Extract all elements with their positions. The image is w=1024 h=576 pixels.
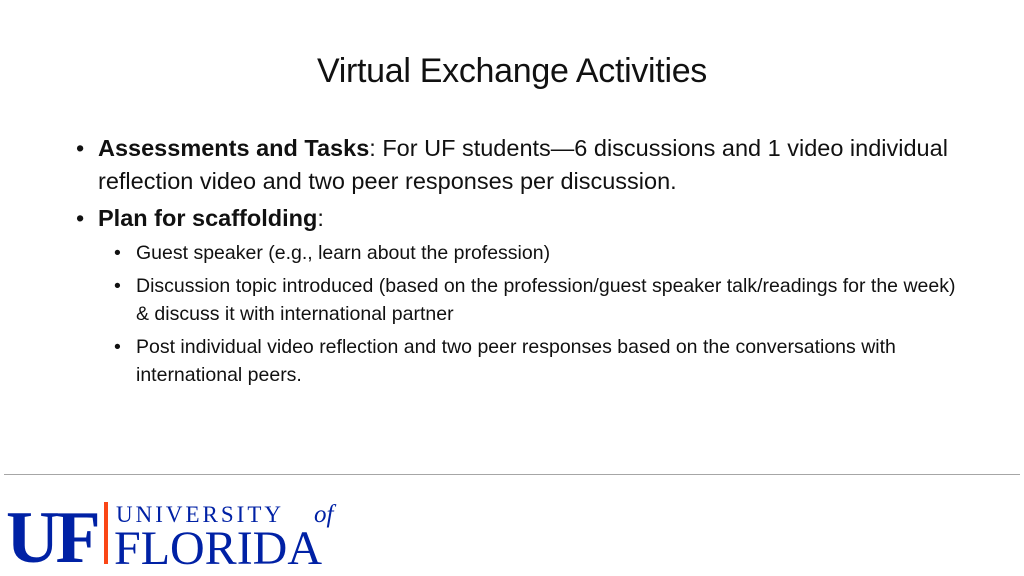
scaffolding-subbullets [76, 239, 956, 389]
university-of-florida-logo [6, 496, 366, 568]
bullet-scaffolding [76, 202, 956, 235]
slide-content [76, 132, 956, 394]
bullet-dot: • [114, 242, 121, 264]
bullet-dot: • [76, 135, 85, 161]
logo-orange-divider [104, 502, 108, 564]
bullet-assessments-text: : For UF students—6 discussions and 1 video individual reflection video and two peer responses per discussion. [98, 135, 948, 194]
bullet-dot: • [114, 275, 121, 297]
bullet-assessments [76, 132, 956, 198]
bullet-scaffolding-bold: Plan for scaffolding [98, 205, 318, 231]
bullet-dot: • [114, 336, 121, 358]
logo-florida-text: FLORIDA [114, 522, 323, 568]
footer-divider [4, 474, 1020, 475]
slide-title: Virtual Exchange Activities [316, 52, 708, 90]
logo-university-text: UNIVERSITY [116, 502, 284, 527]
subbullet-post-reflection [76, 333, 956, 389]
logo-of-text: of [314, 501, 334, 528]
bullet-scaffolding-text: : [317, 205, 324, 231]
bullet-dot: • [76, 205, 85, 231]
subbullet-discussion-topic [76, 272, 956, 328]
logo-uf-text: UF [6, 497, 97, 568]
subbullet-text: Discussion topic introduced (based on the profession/guest speaker talk/readings for the week) & discuss it with international partner [136, 275, 956, 325]
subbullet-guest-speaker [76, 239, 956, 267]
subbullet-text: Guest speaker (e.g., learn about the profession) [136, 242, 551, 264]
subbullet-text: Post individual video reflection and two peer responses based on the conversations with international peers. [136, 336, 896, 386]
bullet-assessments-bold: Assessments and Tasks [98, 135, 370, 161]
